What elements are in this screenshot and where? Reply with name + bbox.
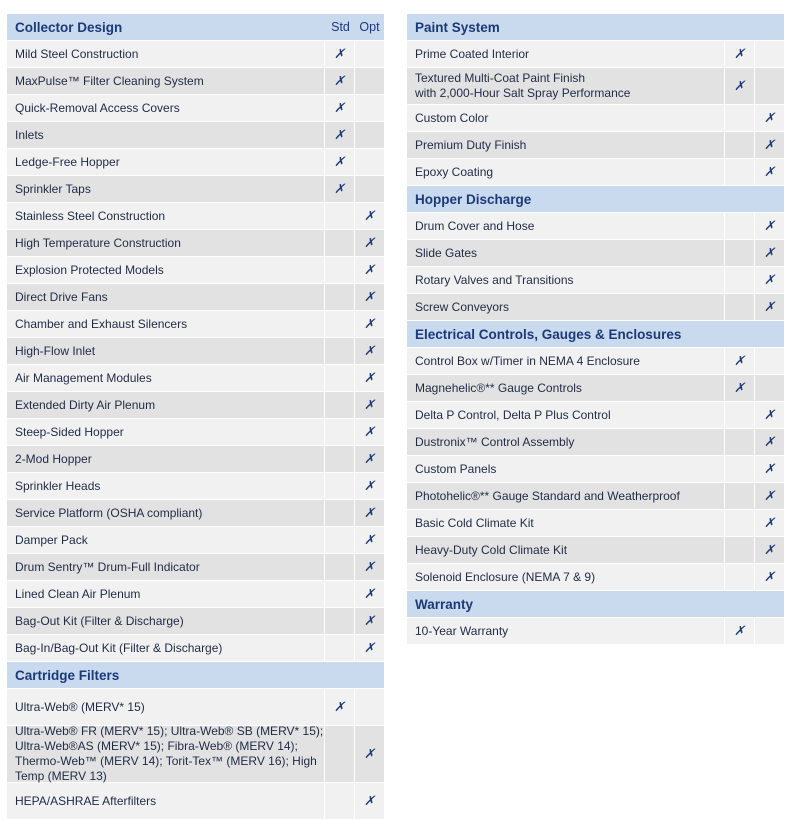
std-mark: ✗ xyxy=(324,689,354,725)
std-mark xyxy=(324,527,354,553)
section-header-hopper-discharge xyxy=(407,186,784,213)
opt-mark xyxy=(754,375,784,401)
feature-label: Extended Dirty Air Plenum xyxy=(15,397,156,412)
feature-label: Inlets xyxy=(15,127,44,142)
opt-mark: ✗ xyxy=(754,132,784,158)
opt-mark: ✗ xyxy=(354,419,384,445)
opt-mark: ✗ xyxy=(354,284,384,310)
table-row xyxy=(407,159,784,186)
section-title: Hopper Discharge xyxy=(415,191,532,207)
feature-label: Mild Steel Construction xyxy=(15,46,139,61)
opt-mark: ✗ xyxy=(754,510,784,536)
opt-mark xyxy=(354,122,384,148)
table-row xyxy=(7,608,384,635)
std-mark xyxy=(324,365,354,391)
feature-label: Screw Conveyors xyxy=(415,299,510,314)
opt-mark xyxy=(754,41,784,67)
feature-label: Air Management Modules xyxy=(15,370,152,385)
std-mark xyxy=(324,726,354,782)
std-mark xyxy=(724,294,754,320)
feature-label: Magnehelic®** Gauge Controls xyxy=(415,380,582,395)
table-row xyxy=(7,68,384,95)
std-mark: ✗ xyxy=(324,41,354,67)
table-row xyxy=(407,105,784,132)
opt-mark: ✗ xyxy=(754,402,784,428)
opt-mark: ✗ xyxy=(354,473,384,499)
opt-mark: ✗ xyxy=(354,500,384,526)
feature-label: Steep-Sided Hopper xyxy=(15,424,124,439)
opt-mark: ✗ xyxy=(754,240,784,266)
opt-mark: ✗ xyxy=(354,554,384,580)
feature-label: Prime Coated Interior xyxy=(415,46,530,61)
feature-label: Custom Panels xyxy=(415,461,497,476)
std-mark xyxy=(324,783,354,819)
table-row xyxy=(407,41,784,68)
section-header-electrical-controls-gauges-enclosures xyxy=(407,321,784,348)
table-row xyxy=(407,618,784,645)
column-header-std: Std xyxy=(331,20,350,34)
feature-label: Ledge-Free Hopper xyxy=(15,154,120,169)
feature-label: Ultra-Web® (MERV* 15) xyxy=(15,699,145,714)
opt-mark: ✗ xyxy=(354,608,384,634)
feature-label: Solenoid Enclosure (NEMA 7 & 9) xyxy=(415,569,596,584)
table-row xyxy=(7,311,384,338)
opt-mark: ✗ xyxy=(754,456,784,482)
std-mark xyxy=(324,338,354,364)
table-row xyxy=(7,635,384,662)
table-row xyxy=(7,689,384,726)
opt-mark: ✗ xyxy=(354,203,384,229)
feature-label: Textured Multi-Coat Paint Finish with 2,000-Hour Salt Spray Performance xyxy=(415,71,631,100)
table-row xyxy=(407,456,784,483)
opt-mark: ✗ xyxy=(354,635,384,661)
feature-label: Rotary Valves and Transitions xyxy=(415,272,574,287)
opt-mark: ✗ xyxy=(354,446,384,472)
table-row xyxy=(407,294,784,321)
opt-mark xyxy=(354,68,384,94)
table-row xyxy=(7,122,384,149)
table-row xyxy=(407,240,784,267)
std-mark xyxy=(724,456,754,482)
std-mark xyxy=(724,159,754,185)
std-mark xyxy=(724,483,754,509)
feature-label: Sprinkler Heads xyxy=(15,478,101,493)
table-row xyxy=(407,483,784,510)
table-row xyxy=(407,132,784,159)
std-mark xyxy=(724,213,754,239)
std-mark: ✗ xyxy=(724,618,754,644)
right-table xyxy=(407,14,784,645)
std-mark xyxy=(324,608,354,634)
std-mark xyxy=(324,500,354,526)
std-mark xyxy=(324,203,354,229)
std-mark xyxy=(324,446,354,472)
table-row xyxy=(7,473,384,500)
table-row xyxy=(407,402,784,429)
feature-label: High-Flow Inlet xyxy=(15,343,96,358)
table-row xyxy=(407,267,784,294)
table-row xyxy=(7,527,384,554)
std-mark: ✗ xyxy=(724,41,754,67)
table-row xyxy=(407,213,784,240)
section-header-warranty xyxy=(407,591,784,618)
feature-label: MaxPulse™ Filter Cleaning System xyxy=(15,73,204,88)
opt-mark: ✗ xyxy=(354,365,384,391)
feature-label: Ultra-Web® FR (MERV* 15); Ultra-Web® SB (MERV* 15); Ultra-Web®AS (MERV* 15); Fibra-Web® (MERV 14); Thermo-Web™ (MERV 14); Torit-Tex™ (MERV 16); High Temp (MERV 13) xyxy=(15,724,324,783)
std-mark xyxy=(724,510,754,536)
feature-label: Direct Drive Fans xyxy=(15,289,108,304)
std-mark xyxy=(324,473,354,499)
std-mark xyxy=(724,267,754,293)
table-row xyxy=(407,510,784,537)
opt-mark xyxy=(354,689,384,725)
table-row xyxy=(407,429,784,456)
std-mark: ✗ xyxy=(324,95,354,121)
feature-label: Epoxy Coating xyxy=(415,164,494,179)
opt-mark: ✗ xyxy=(754,213,784,239)
feature-label: Dustronix™ Control Assembly xyxy=(415,434,575,449)
opt-mark: ✗ xyxy=(754,429,784,455)
table-row xyxy=(7,41,384,68)
column-header-opt: Opt xyxy=(359,20,380,34)
std-mark xyxy=(724,429,754,455)
table-row xyxy=(7,554,384,581)
opt-mark xyxy=(354,41,384,67)
feature-label: Bag-In/Bag-Out Kit (Filter & Discharge) xyxy=(15,640,223,655)
table-row xyxy=(7,365,384,392)
table-row xyxy=(7,392,384,419)
table-row xyxy=(7,500,384,527)
table-row xyxy=(7,338,384,365)
opt-mark: ✗ xyxy=(754,294,784,320)
opt-mark: ✗ xyxy=(354,783,384,819)
opt-mark: ✗ xyxy=(754,267,784,293)
table-row xyxy=(7,149,384,176)
section-header-paint-system xyxy=(407,14,784,41)
table-row xyxy=(7,726,384,783)
opt-mark xyxy=(754,68,784,104)
std-mark xyxy=(324,392,354,418)
opt-mark: ✗ xyxy=(354,257,384,283)
section-title: Paint System xyxy=(415,19,500,35)
feature-label: Service Platform (OSHA compliant) xyxy=(15,505,203,520)
table-row xyxy=(407,68,784,105)
feature-label: Delta P Control, Delta P Plus Control xyxy=(415,407,611,422)
opt-mark: ✗ xyxy=(754,483,784,509)
opt-mark: ✗ xyxy=(754,537,784,563)
section-header-cartridge-filters xyxy=(7,662,384,689)
std-mark xyxy=(324,581,354,607)
feature-label: Sprinkler Taps xyxy=(15,181,91,196)
opt-mark xyxy=(354,149,384,175)
table-row xyxy=(7,95,384,122)
feature-label: Slide Gates xyxy=(415,245,478,260)
feature-label: HEPA/ASHRAE Afterfilters xyxy=(15,793,157,808)
feature-label: Heavy-Duty Cold Climate Kit xyxy=(415,542,568,557)
opt-mark: ✗ xyxy=(354,230,384,256)
std-mark xyxy=(724,402,754,428)
left-table xyxy=(7,14,384,820)
feature-label: 10-Year Warranty xyxy=(415,623,509,638)
table-row xyxy=(7,581,384,608)
opt-mark: ✗ xyxy=(754,105,784,131)
feature-label: Lined Clean Air Plenum xyxy=(15,586,141,601)
std-mark xyxy=(324,257,354,283)
table-row xyxy=(407,537,784,564)
opt-mark xyxy=(754,618,784,644)
feature-label: Stainless Steel Construction xyxy=(15,208,166,223)
opt-mark: ✗ xyxy=(754,159,784,185)
section-title: Electrical Controls, Gauges & Enclosures xyxy=(415,326,682,342)
section-title: Warranty xyxy=(415,596,474,612)
table-row xyxy=(7,176,384,203)
feature-label: Explosion Protected Models xyxy=(15,262,164,277)
std-mark: ✗ xyxy=(724,348,754,374)
opt-mark: ✗ xyxy=(354,338,384,364)
feature-label: Bag-Out Kit (Filter & Discharge) xyxy=(15,613,184,628)
table-row xyxy=(407,564,784,591)
opt-mark: ✗ xyxy=(354,392,384,418)
std-mark: ✗ xyxy=(324,176,354,202)
std-mark xyxy=(324,554,354,580)
std-mark xyxy=(724,537,754,563)
feature-label: Drum Cover and Hose xyxy=(415,218,535,233)
std-mark: ✗ xyxy=(724,68,754,104)
feature-label: Damper Pack xyxy=(15,532,88,547)
opt-mark xyxy=(754,348,784,374)
std-mark: ✗ xyxy=(724,375,754,401)
table-row xyxy=(7,419,384,446)
opt-mark: ✗ xyxy=(354,726,384,782)
table-row xyxy=(407,348,784,375)
std-mark xyxy=(324,284,354,310)
feature-label: Chamber and Exhaust Silencers xyxy=(15,316,188,331)
std-mark: ✗ xyxy=(324,149,354,175)
std-mark xyxy=(324,635,354,661)
feature-label: Quick-Removal Access Covers xyxy=(15,100,180,115)
table-row xyxy=(407,375,784,402)
std-mark xyxy=(724,564,754,590)
feature-label: High Temperature Construction xyxy=(15,235,181,250)
feature-label: Photohelic®** Gauge Standard and Weatherproof xyxy=(415,488,680,503)
std-mark xyxy=(724,132,754,158)
table-row xyxy=(7,230,384,257)
table-row xyxy=(7,284,384,311)
opt-mark xyxy=(354,176,384,202)
section-title: Collector Design xyxy=(15,19,123,35)
std-mark xyxy=(724,105,754,131)
opt-mark: ✗ xyxy=(354,527,384,553)
feature-label: Basic Cold Climate Kit xyxy=(415,515,534,530)
std-mark xyxy=(324,230,354,256)
table-row xyxy=(7,783,384,820)
std-mark xyxy=(324,419,354,445)
feature-label: Premium Duty Finish xyxy=(415,137,527,152)
section-header-collector-design xyxy=(7,14,384,41)
feature-label: 2-Mod Hopper xyxy=(15,451,92,466)
std-mark: ✗ xyxy=(324,122,354,148)
table-row xyxy=(7,203,384,230)
section-title: Cartridge Filters xyxy=(15,667,120,683)
opt-mark: ✗ xyxy=(754,564,784,590)
std-mark xyxy=(324,311,354,337)
opt-mark: ✗ xyxy=(354,581,384,607)
feature-label: Drum Sentry™ Drum-Full Indicator xyxy=(15,559,200,574)
feature-label: Custom Color xyxy=(415,110,489,125)
feature-label: Control Box w/Timer in NEMA 4 Enclosure xyxy=(415,353,640,368)
std-mark xyxy=(724,240,754,266)
opt-mark xyxy=(354,95,384,121)
std-mark: ✗ xyxy=(324,68,354,94)
opt-mark: ✗ xyxy=(354,311,384,337)
table-row xyxy=(7,446,384,473)
table-row xyxy=(7,257,384,284)
